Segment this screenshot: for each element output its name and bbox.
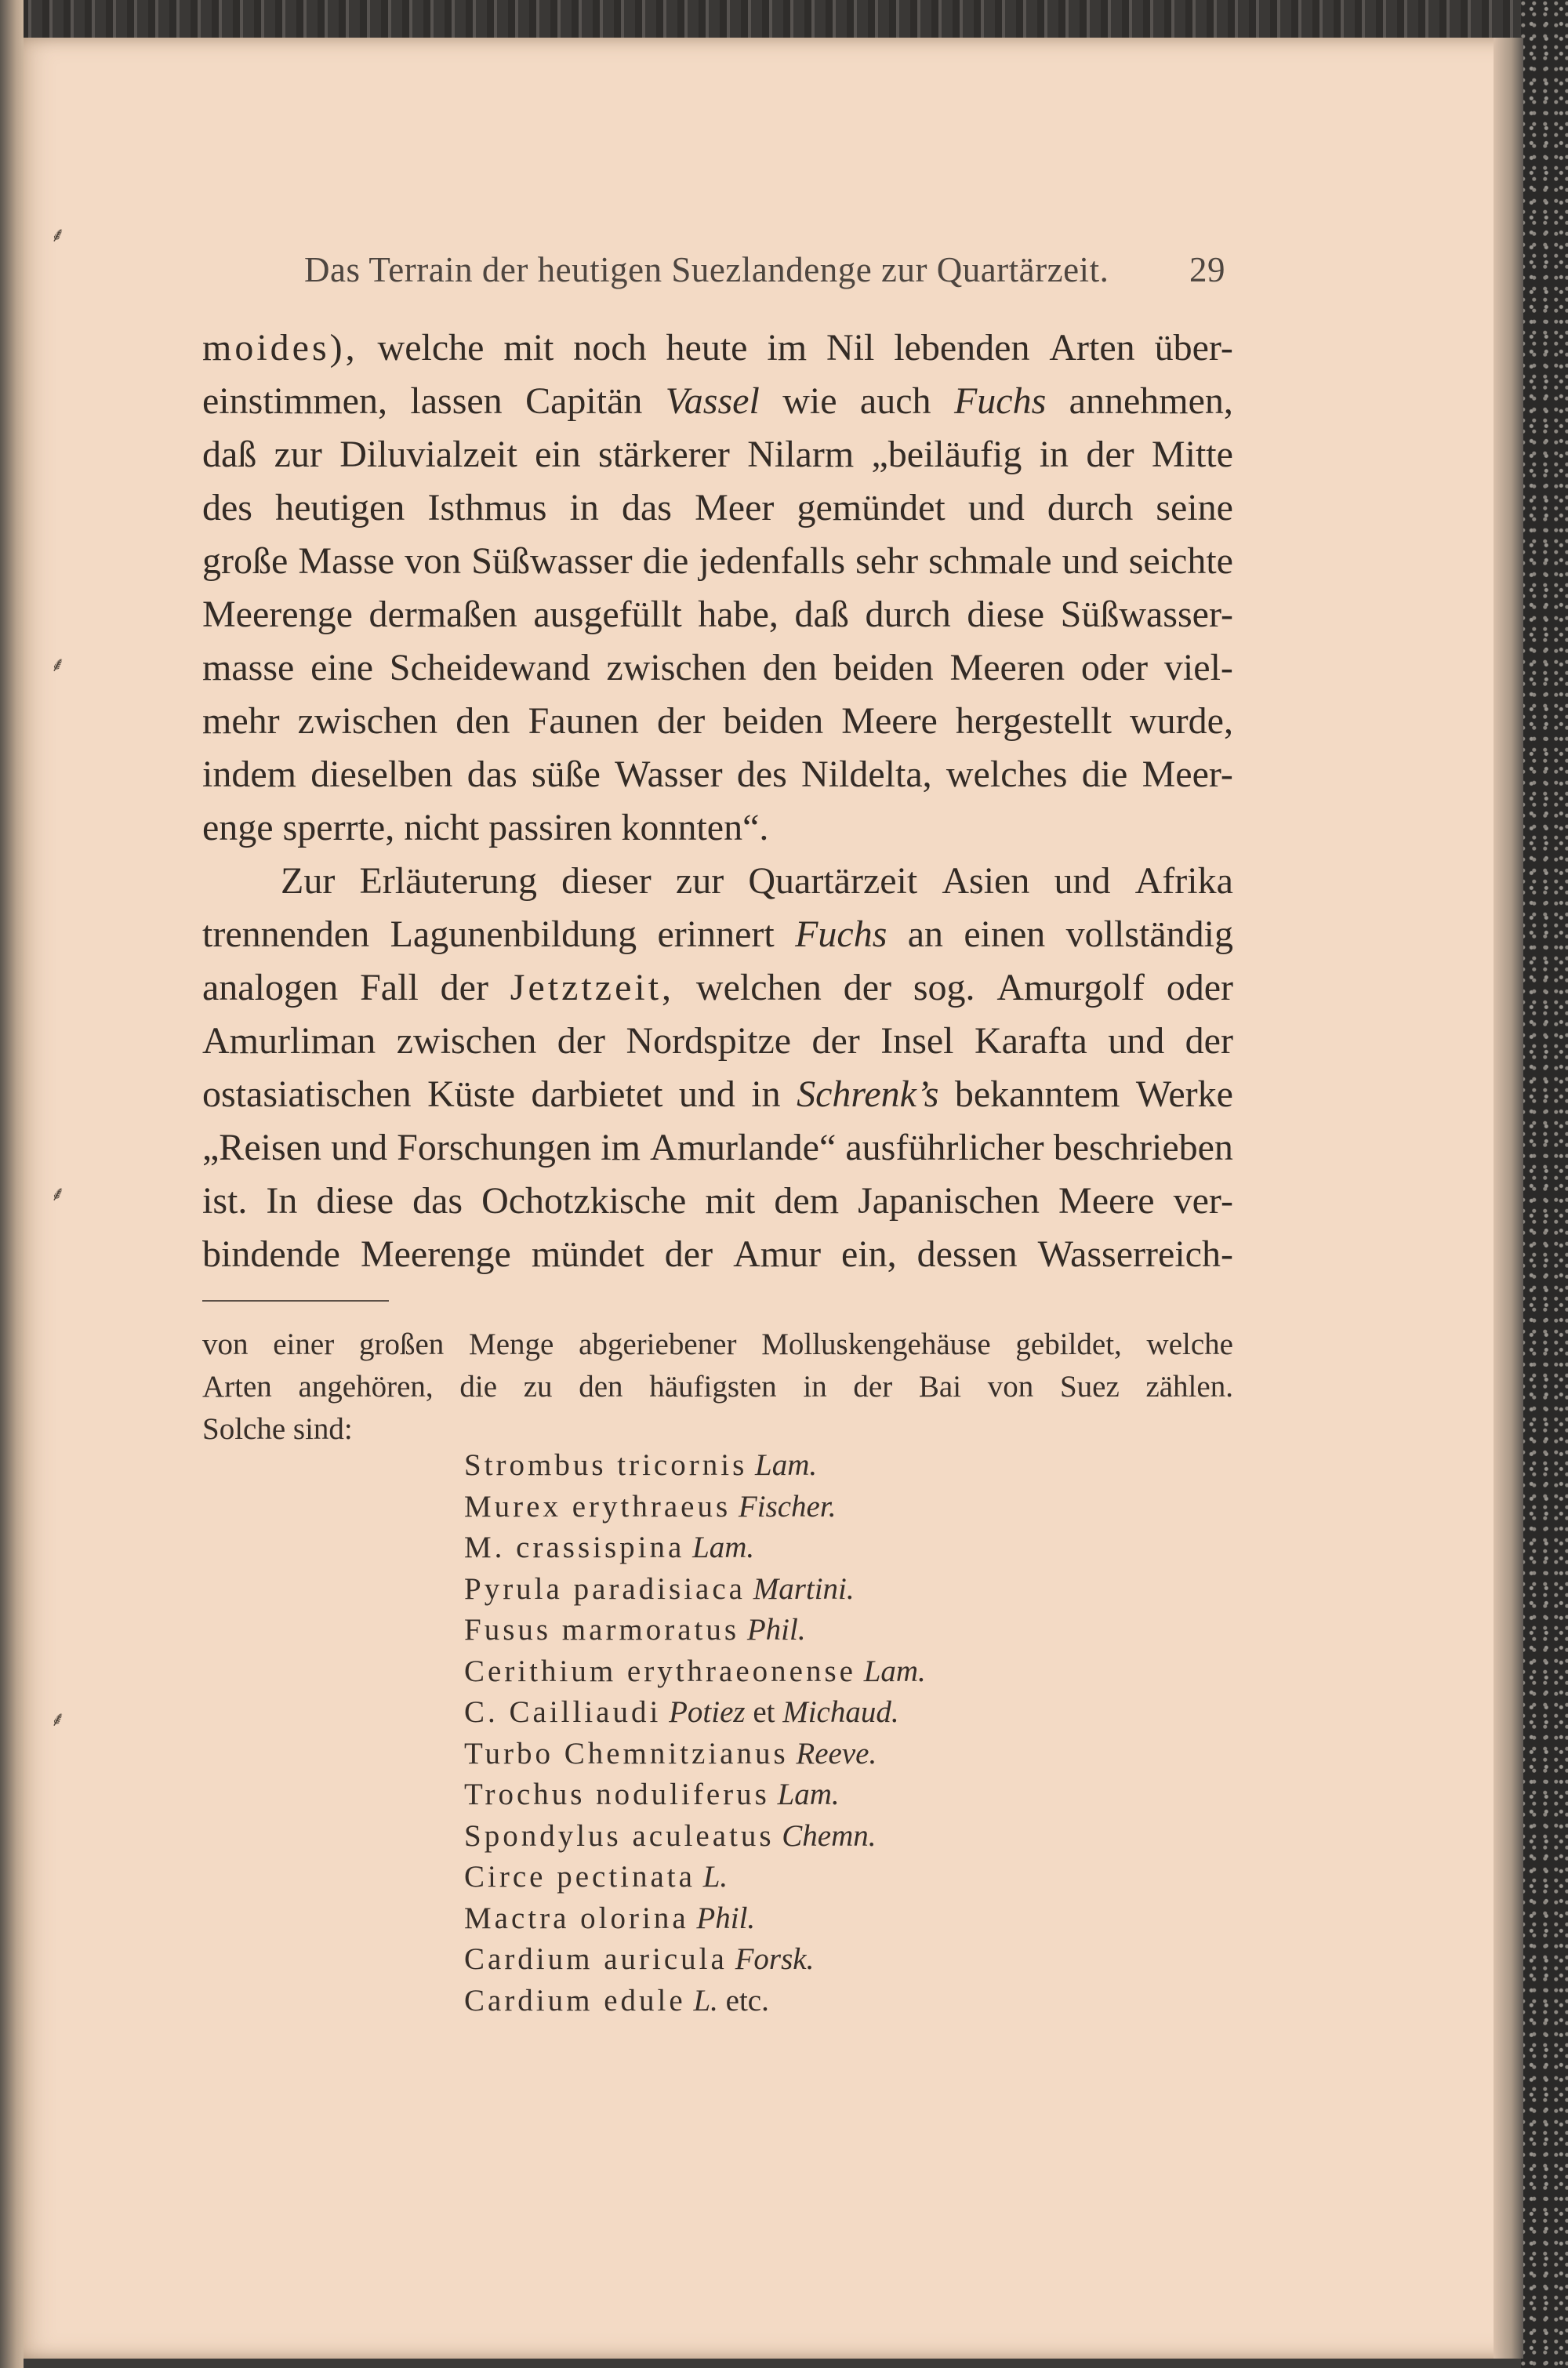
word: hergestellt	[955, 700, 1112, 742]
text-line	[202, 1228, 1233, 1281]
species-row	[464, 1569, 926, 1611]
word: Amurgolf	[996, 967, 1145, 1008]
word: die	[1081, 754, 1128, 795]
species-author: Potiez	[669, 1695, 746, 1729]
word: und	[1054, 860, 1111, 902]
text-line	[202, 588, 1233, 641]
word: und	[678, 1073, 735, 1115]
species-author: Lam.	[777, 1778, 840, 1811]
species-row	[464, 1445, 926, 1487]
binding-top-strip	[0, 0, 1568, 39]
margin-mark: ⸙	[50, 1708, 66, 1731]
species-joiner: et	[753, 1695, 775, 1729]
word: Meerenge	[360, 1233, 511, 1275]
word: oder	[1080, 647, 1149, 688]
word: enge sperrte, nicht passiren konnten“.	[202, 807, 769, 848]
species-author: Lam.	[863, 1654, 926, 1688]
word: große	[202, 540, 289, 582]
word: welche	[377, 327, 485, 369]
word: masse	[202, 647, 295, 688]
word: moides),	[202, 327, 358, 369]
word: ist.	[202, 1180, 248, 1222]
word: sehr	[855, 540, 919, 582]
word: und	[967, 487, 1025, 528]
word: Süßwasser	[471, 540, 633, 582]
word: beiden	[723, 700, 824, 742]
word: trennenden	[202, 913, 370, 955]
species-list	[464, 1445, 926, 2021]
text-line	[202, 641, 1233, 695]
word: Bai	[918, 1370, 962, 1404]
word: des	[736, 754, 787, 795]
word: die	[642, 540, 689, 582]
word: in	[569, 487, 599, 528]
word: Küste	[427, 1073, 516, 1115]
species-name: Cerithium erythraeonense	[464, 1654, 856, 1688]
text-line	[202, 1015, 1233, 1068]
word: dem	[774, 1180, 840, 1222]
word: von	[405, 540, 462, 582]
word: Nil	[826, 327, 875, 369]
species-row	[464, 1527, 926, 1569]
word: schmale	[928, 540, 1052, 582]
footnote-line	[202, 1324, 1233, 1366]
word: der	[1086, 434, 1134, 475]
word: Solche sind:	[202, 1412, 353, 1446]
word: einstimmen,	[202, 380, 387, 422]
species-author: Forsk.	[735, 1942, 815, 1976]
word: des	[202, 487, 252, 528]
word: Fall	[360, 967, 419, 1008]
word: der	[811, 1020, 860, 1062]
word: darbietet	[531, 1073, 663, 1115]
word: und	[331, 1127, 388, 1168]
word: welchen	[695, 967, 822, 1008]
word: süße	[531, 754, 601, 795]
word: den	[762, 647, 818, 688]
word: ein,	[841, 1233, 897, 1275]
word: vollständig	[1065, 913, 1233, 955]
page-edge	[1494, 38, 1523, 2359]
word: zur	[675, 860, 724, 902]
word: indem	[202, 754, 296, 795]
word: Zur	[281, 860, 336, 902]
word: der	[557, 1020, 606, 1062]
species-row	[464, 1857, 926, 1898]
word: Nilarm	[747, 434, 855, 475]
word: „beiläufig	[871, 434, 1022, 475]
word: Asien	[942, 860, 1030, 902]
footnote-line	[202, 1366, 1233, 1408]
text-line	[202, 481, 1233, 535]
word: auch	[859, 380, 931, 422]
species-row	[464, 1898, 926, 1940]
word: Molluskengehäuse	[761, 1327, 991, 1361]
word: Faunen	[528, 700, 639, 742]
text-line	[202, 1121, 1233, 1175]
word: Ochotzkische	[481, 1180, 687, 1222]
word: welche	[1146, 1327, 1233, 1361]
word: heutigen	[275, 487, 405, 528]
word: der	[853, 1370, 893, 1404]
word: Meer-	[1142, 754, 1233, 795]
species-row	[464, 1774, 926, 1816]
word: Erläuterung	[359, 860, 538, 902]
species-row	[464, 1651, 926, 1693]
word: jedenfalls	[699, 540, 846, 582]
word: seine	[1156, 487, 1233, 528]
word: die	[459, 1370, 498, 1404]
word: In	[266, 1180, 298, 1222]
word: Meer	[695, 487, 775, 528]
word: Amurliman	[202, 1020, 376, 1062]
margin-mark: ⸙	[50, 653, 66, 677]
word: Quartärzeit	[748, 860, 918, 902]
text-line	[202, 748, 1233, 801]
word: dieser	[561, 860, 652, 902]
species-suffix: etc.	[725, 1983, 769, 2018]
word: der	[440, 967, 488, 1008]
text-line	[202, 961, 1233, 1015]
species-name: Fusus marmoratus	[464, 1613, 740, 1647]
word: über-	[1154, 327, 1233, 369]
word: Arten	[1049, 327, 1135, 369]
word: ver-	[1173, 1180, 1233, 1222]
text-line	[202, 535, 1233, 588]
species-author: Chemn.	[782, 1818, 877, 1853]
word: der	[843, 967, 891, 1008]
text-line	[202, 695, 1233, 748]
word: gebildet,	[1015, 1327, 1122, 1361]
word: ausgefüllt	[533, 594, 682, 635]
word: Meere	[1058, 1180, 1155, 1222]
word: Wasser	[615, 754, 723, 795]
word: der	[1185, 1020, 1233, 1062]
word: Isthmus	[427, 487, 547, 528]
word: beiden	[833, 647, 934, 688]
species-name: Spondylus aculeatus	[464, 1818, 775, 1853]
word: beschrieben	[1053, 1127, 1233, 1168]
word: angehören,	[298, 1370, 434, 1404]
species-author: Fischer.	[738, 1489, 837, 1524]
species-author: Martini.	[753, 1571, 855, 1606]
word: eine	[310, 647, 374, 688]
word: Nordspitze	[626, 1020, 792, 1062]
word: dessen	[916, 1233, 1018, 1275]
word: Arten	[202, 1370, 272, 1404]
species-name: Turbo Chemnitzianus	[464, 1736, 789, 1771]
word: zur	[274, 434, 322, 475]
word: Mitte	[1151, 434, 1233, 475]
species-name: Circe pectinata	[464, 1860, 695, 1894]
word: Schrenk’s	[797, 1073, 939, 1115]
word: abgeriebener	[579, 1327, 737, 1361]
word: einen	[964, 913, 1046, 955]
word: stärkerer	[598, 434, 730, 475]
word: Amur	[733, 1233, 822, 1275]
word: mehr	[202, 700, 280, 742]
word: erinnert	[657, 913, 775, 955]
species-row	[464, 1981, 926, 2022]
word: im	[601, 1127, 641, 1168]
word: und	[1108, 1020, 1165, 1062]
page-number: 29	[1189, 250, 1225, 289]
species-row	[464, 1816, 926, 1858]
species-row	[464, 1734, 926, 1775]
word: in	[803, 1370, 827, 1404]
word: das	[412, 1180, 463, 1222]
word: ein	[535, 434, 581, 475]
word: Meere	[841, 700, 938, 742]
text-line	[202, 855, 1233, 908]
species-name: M. crassispina	[464, 1531, 685, 1564]
species-row	[464, 1692, 926, 1734]
species-row	[464, 1939, 926, 1981]
word: „Reisen	[202, 1127, 321, 1168]
word: Masse	[298, 540, 395, 582]
word: welches	[946, 754, 1068, 795]
word: habe,	[698, 594, 779, 635]
species-author: Phil.	[696, 1901, 756, 1935]
word: daß	[202, 434, 257, 475]
word: Afrika	[1134, 860, 1233, 902]
species-name: Pyrula paradisiaca	[464, 1571, 746, 1606]
word: gemündet	[797, 487, 946, 528]
word: dieselben	[310, 754, 453, 795]
word: zwischen	[606, 647, 747, 688]
word: dermaßen	[368, 594, 517, 635]
word: zählen.	[1145, 1370, 1233, 1404]
word: zu	[523, 1370, 553, 1404]
margin-mark: ⸙	[50, 223, 66, 247]
footnote-rule	[202, 1300, 389, 1302]
word: analogen	[202, 967, 339, 1008]
word: viel-	[1163, 647, 1233, 688]
word: durch	[865, 594, 951, 635]
word: Fuchs	[795, 913, 887, 955]
binding-right	[1521, 0, 1568, 2368]
word: Insel	[880, 1020, 954, 1062]
word: noch	[573, 327, 647, 369]
word: das	[466, 754, 517, 795]
word: Diluvialzeit	[339, 434, 517, 475]
word: lebenden	[894, 327, 1030, 369]
word: seichte	[1128, 540, 1233, 582]
text-line	[202, 908, 1233, 961]
word: mit	[705, 1180, 756, 1222]
species-name: Mactra olorina	[464, 1901, 689, 1935]
species-author: Phil.	[746, 1613, 806, 1647]
header-title: Das Terrain der heutigen Suezlandenge zur Quartärzeit.	[304, 250, 1109, 289]
footnote-text	[202, 1324, 1233, 1451]
word: von	[987, 1370, 1034, 1404]
word: Lagunenbildung	[390, 913, 637, 955]
word: der	[664, 1233, 713, 1275]
word: Scheidewand	[389, 647, 590, 688]
word: Japanischen	[858, 1180, 1040, 1222]
word: Jetztzeit,	[510, 967, 675, 1008]
word: in	[751, 1073, 781, 1115]
text-line	[202, 801, 1233, 855]
word: einer	[273, 1327, 335, 1361]
word: den	[579, 1370, 623, 1404]
text-line	[202, 428, 1233, 481]
word: Nildelta,	[801, 754, 932, 795]
species-name: Cardium auricula	[464, 1942, 728, 1976]
word: Meeren	[949, 647, 1065, 688]
main-text	[202, 321, 1233, 1281]
species-author: L.	[702, 1860, 728, 1894]
species-row	[464, 1610, 926, 1651]
word: und	[1062, 540, 1119, 582]
word: Süßwasser-	[1060, 594, 1233, 635]
word: in	[1039, 434, 1069, 475]
word: Forschungen	[397, 1127, 592, 1168]
word: Suez	[1059, 1370, 1120, 1404]
footnote-line	[202, 1408, 1233, 1451]
word: zwischen	[297, 700, 438, 742]
word: diese	[967, 594, 1044, 635]
word: daß	[794, 594, 849, 635]
word: im	[767, 327, 808, 369]
word: von	[202, 1327, 249, 1361]
word: bekanntem	[954, 1073, 1120, 1115]
word: Karafta	[974, 1020, 1087, 1062]
word: den	[456, 700, 510, 742]
species-name: Trochus noduliferus	[464, 1778, 770, 1811]
word: Vassel	[665, 380, 760, 422]
species-author: Lam.	[755, 1448, 818, 1482]
word: annehmen,	[1069, 380, 1233, 422]
species-author: Reeve.	[796, 1736, 877, 1771]
species-name: Strombus tricornis	[464, 1448, 748, 1482]
word: Fuchs	[953, 380, 1047, 422]
word: bindende	[202, 1233, 340, 1275]
species-author: L.	[693, 1983, 718, 2018]
running-header	[304, 249, 1225, 290]
word: Wasserreich-	[1037, 1233, 1233, 1275]
text-line	[202, 321, 1233, 375]
word: an	[907, 913, 944, 955]
text-line	[202, 1175, 1233, 1228]
species-row	[464, 1487, 926, 1528]
word: der	[656, 700, 706, 742]
word: großen	[358, 1327, 445, 1361]
binding-left	[0, 0, 24, 2368]
species-author: Michaud.	[782, 1695, 899, 1729]
word: heute	[666, 327, 748, 369]
word: wie	[782, 380, 837, 422]
word: zwischen	[396, 1020, 537, 1062]
species-author: Lam.	[692, 1531, 755, 1564]
word: Meerenge	[202, 594, 353, 635]
word: sog.	[913, 967, 975, 1008]
species-name: C. Cailliaudi	[464, 1695, 662, 1729]
margin-mark: ⸙	[50, 1182, 66, 1206]
word: häufigsten	[649, 1370, 777, 1404]
word: ostasiatischen	[202, 1073, 412, 1115]
word: mit	[503, 327, 554, 369]
word: durch	[1047, 487, 1134, 528]
text-line	[202, 375, 1233, 428]
word: das	[622, 487, 672, 528]
word: mündet	[531, 1233, 644, 1275]
word: oder	[1166, 967, 1233, 1008]
word: Menge	[469, 1327, 554, 1361]
word: Werke	[1135, 1073, 1233, 1115]
text-line	[202, 1068, 1233, 1121]
word: wurde,	[1129, 700, 1233, 742]
word: Amurlande“	[650, 1127, 837, 1168]
word: ausführlicher	[845, 1127, 1044, 1168]
word: diese	[316, 1180, 394, 1222]
word: lassen	[410, 380, 503, 422]
word: Capitän	[525, 380, 643, 422]
species-name: Cardium edule	[464, 1983, 686, 2018]
species-name: Murex erythraeus	[464, 1489, 731, 1524]
